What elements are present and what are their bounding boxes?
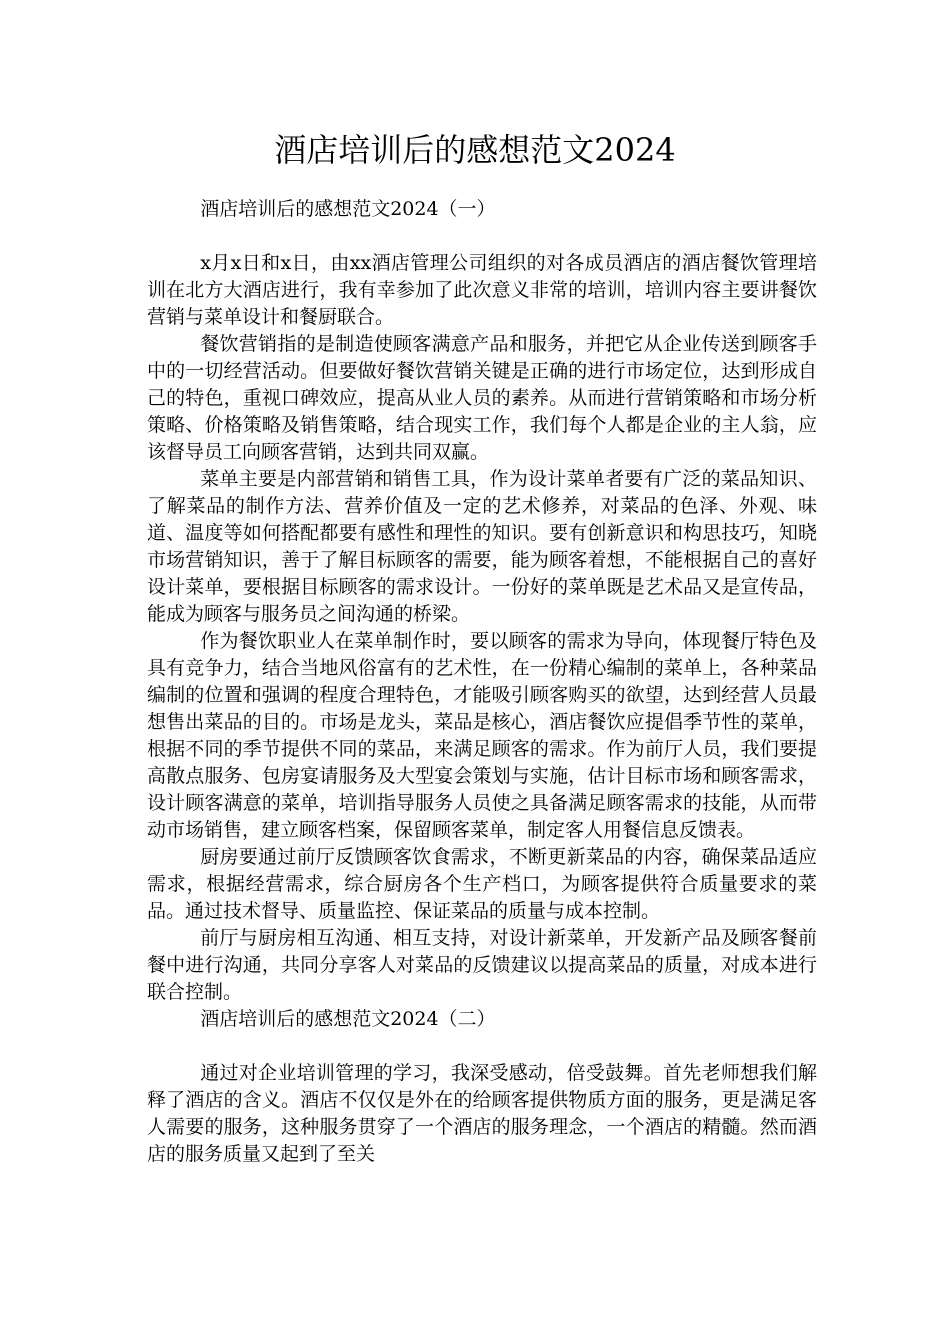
document-title: 酒店培训后的感想范文2024 — [274, 131, 676, 169]
paragraph: x月x日和x日，由xx酒店管理公司组织的对各成员酒店的酒店餐饮管理培训在北方大酒店进行，我有幸参加了此次意义非常的培训，培训内容主要讲餐饮营销与菜单设计和餐厨联合。 — [147, 252, 817, 328]
paragraph: 前厅与厨房相互沟通、相互支持，对设计新菜单，开发新产品及顾客餐前餐中进行沟通，共同分享客人对菜品的反馈建议以提高菜品的质量，对成本进行联合控制。 — [147, 927, 817, 1003]
document-body — [147, 196, 817, 1168]
paragraph: 通过对企业培训管理的学习，我深受感动，倍受鼓舞。首先老师想我们解释了酒店的含义。酒店不仅仅是外在的给顾客提供物质方面的服务，更是满足客人需要的服务，这种服务贯穿了一个酒店的服务理念，一个酒店的精髓。然而酒店的服务质量又起到了至关 — [147, 1062, 817, 1165]
spacer — [147, 223, 817, 250]
paragraph: 餐饮营销指的是制造使顾客满意产品和服务，并把它从企业传送到顾客手中的一切经营活动。但要做好餐饮营销关键是正确的进行市场定位，达到形成自己的特色，重视口碑效应，提高从业人员的素养。从而进行营销策略和市场分析策略、价格策略及销售策略，结合现实工作，我们每个人都是企业的主人翁，应该督导员工向顾客营销，达到共同双赢。 — [147, 333, 817, 463]
section2-heading: 酒店培训后的感想范文2024（二） — [200, 1008, 496, 1030]
paragraph: 作为餐饮职业人在菜单制作时，要以顾客的需求为导向，体现餐厅特色及具有竞争力，结合当地风俗富有的艺术性，在一份精心编制的菜单上，各种菜品编制的位置和强调的程度合理特色，才能吸引顾客购买的欲望，达到经营人员最想售出菜品的目的。市场是龙头，菜品是核心，酒店餐饮应提倡季节性的菜单，根据不同的季节提供不同的菜品，来满足顾客的需求。作为前厅人员，我们要提高散点服务、包房宴请服务及大型宴会策划与实施，估计目标市场和顾客需求，设计顾客满意的菜单，培训指导服务人员使之具备满足顾客需求的技能，从而带动市场销售，建立顾客档案，保留顾客菜单，制定客人用餐信息反馈表。 — [147, 630, 817, 841]
spacer — [147, 1033, 817, 1060]
section1-heading: 酒店培训后的感想范文2024（一） — [200, 198, 496, 220]
paragraph: 厨房要通过前厅反馈顾客饮食需求，不断更新菜品的内容，确保菜品适应需求，根据经营需求，综合厨房各个生产档口，为顾客提供符合质量要求的菜品。通过技术督导、质量监控、保证菜品的质量与成本控制。 — [147, 846, 817, 922]
paragraph: 菜单主要是内部营销和销售工具，作为设计菜单者要有广泛的菜品知识、了解菜品的制作方法、营养价值及一定的艺术修养，对菜品的色泽、外观、味道、温度等如何搭配都要有感性和理性的知识。要有创新意识和构思技巧，知晓市场营销知识，善于了解目标顾客的需要，能为顾客着想，不能根据自己的喜好设计菜单，要根据目标顾客的需求设计。一份好的菜单既是艺术品又是宣传品，能成为顾客与服务员之间沟通的桥梁。 — [147, 468, 817, 625]
